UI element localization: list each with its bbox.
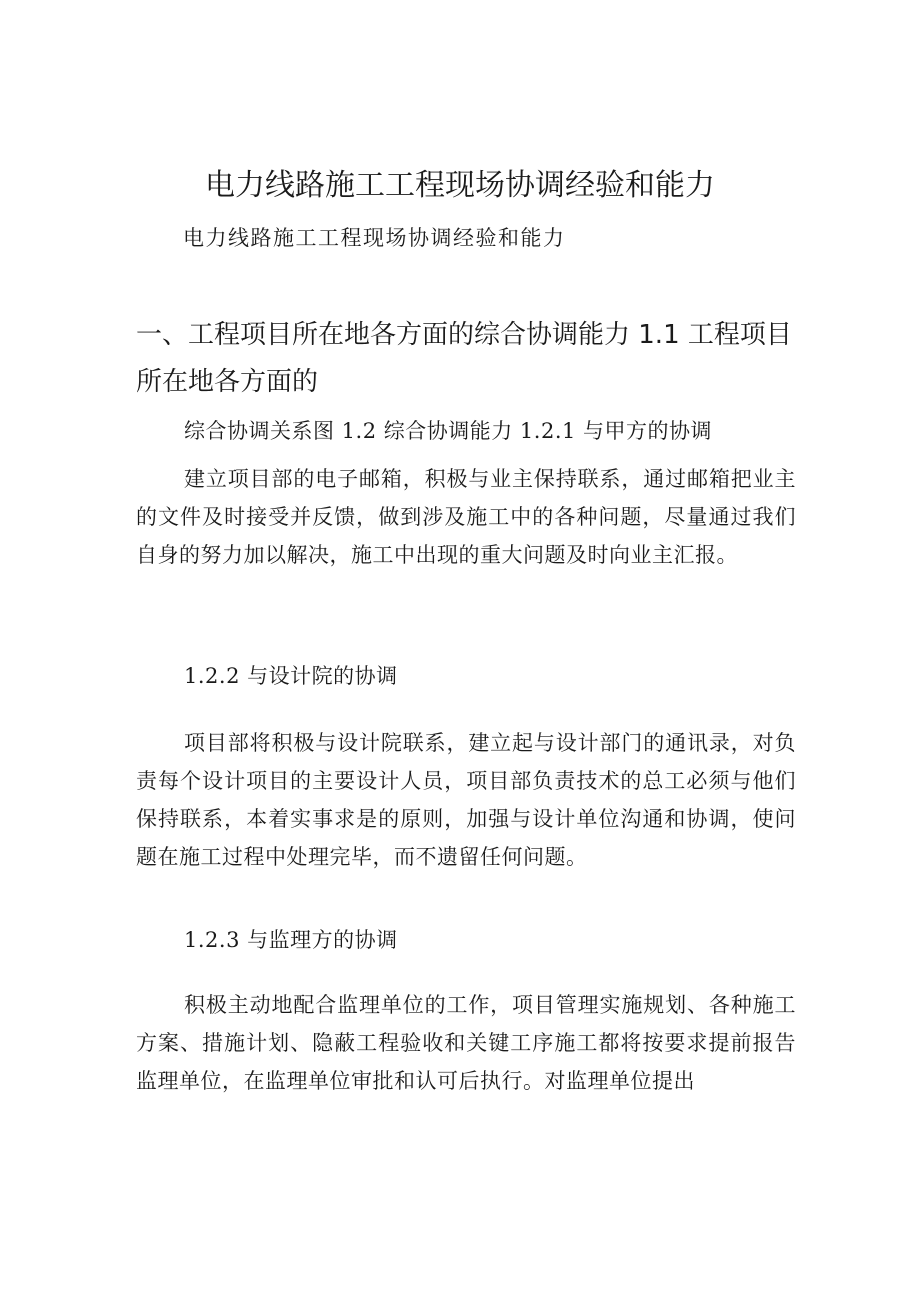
paragraph-design-coordination: 项目部将积极与设计院联系，建立起与设计部门的通讯录，对负责每个设计项目的主要设计人员，项目部负责技术的总工必须与他们保持联系，本着实事求是的原则，加强与设计单位沟通和协调，使问题在施工过程中处理完毕，而不遗留任何问题。	[136, 731, 796, 869]
document-title: 电力线路施工工程现场协调经验和能力	[205, 168, 715, 203]
paragraph-supervision-coordination: 积极主动地配合监理单位的工作，项目管理实施规划、各种施工方案、措施计划、隐蔽工程验收和关键工序施工都将按要求提前报告监理单位，在监理单位审批和认可后执行。对监理单位提出	[136, 993, 796, 1093]
subsection-heading-1-2-3: 1.2.3 与监理方的协调	[184, 928, 398, 952]
subsection-line-1-2-1: 综合协调关系图 1.2 综合协调能力 1.2.1 与甲方的协调	[184, 419, 713, 443]
subsection-heading-1-2-2: 1.2.2 与设计院的协调	[184, 664, 398, 688]
paragraph-owner-coordination: 建立项目部的电子邮箱，积极与业主保持联系，通过邮箱把业主的文件及时接受并反馈，做到涉及施工中的各种问题，尽量通过我们自身的努力加以解决，施工中出现的重大问题及时向业主汇报。	[136, 467, 796, 567]
document-subtitle: 电力线路施工工程现场协调经验和能力	[183, 226, 566, 250]
section-heading: 一、工程项目所在地各方面的综合协调能力 1.1 工程项目所在地各方面的	[136, 320, 792, 397]
